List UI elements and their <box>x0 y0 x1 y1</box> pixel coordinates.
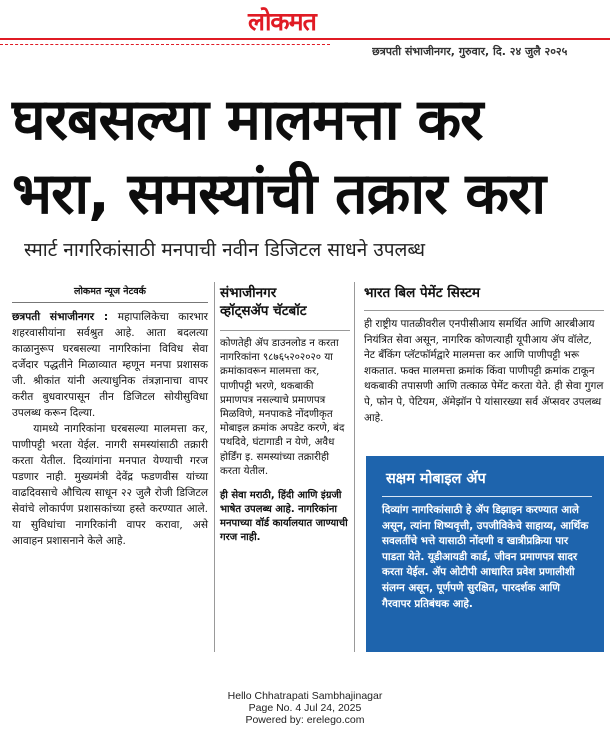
saksham-box-body: दिव्यांग नागरिकांसाठी हे ॲप डिझाइन करण्यात आले असून, त्यांना शिष्यवृत्ती, उपजीविकेचे साहाय्य, आर्थिक सवलतींचे भत्ते यासाठी नोंदणी व खात्रीप्रक्रिया पार पाडता येते. यूडीआयडी कार्ड, जीवन प्रमाणपत्र सादर करता येईल. ॲप ओटीपी आधारित प्रवेश प्रणालीशी संलग्न असून, पूर्णपणे सुरक्षित, पारदर्शक आणि गैरवापर प्रतिबंधक आहे. <box>382 504 589 610</box>
column-divider-2 <box>354 282 355 652</box>
masthead-red-rule <box>0 38 610 40</box>
bbps-body: ही राष्ट्रीय पातळीवरील एनपीसीआय समर्थित आणि आरबीआय नियंत्रित सेवा असून, नागरिक कोणत्याही यूपीआय ॲप वॉलेट, नेट बँकिंग प्लॅटफॉर्मद्वारे मालमत्ता कर आणि पाणीपट्टी भरू शकतात. फक्त मालमत्ता क्रमांक किंवा पाणीपट्टी क्रमांक टाकून थकबाकी तपासणी आणि तत्काळ पेमेंट करता येते. ही सेवा गुगल पे, फोन पे, पेटियम, ॲमेझॉन पे यांसारख्या सर्व ॲप्सवर उपलब्ध आहे. <box>364 318 604 424</box>
byline: लोकमत न्यूज नेटवर्क <box>12 280 208 303</box>
saksham-app-box <box>366 456 604 652</box>
main-article-para-1 <box>12 309 208 421</box>
main-article-para-1-text: महापालिकेचा कारभार शहरवासीयांना सर्वश्रुत आहे. आता बदलत्या काळानुरूप घरबसल्या नागरिकांना विविध सेवा दर्जेदार पद्धतीने मिळाव्यात म्हणून मनपा प्रशासक जी. श्रीकांत यांनी अत्याधुनिक तंत्रज्ञानाचा वापर करीत बुधवारपासून तीन डिजिटल सोयीसुविधा उपलब्ध करून दिल्या. <box>12 311 208 419</box>
whatsapp-body: कोणतेही ॲप डाउनलोड न करता नागरिकांना ९८७६५२०२०२० या क्रमांकावरून मालमत्ता कर, पाणीपट्टी भरणे, थकबाकी प्रमाणपत्र नसल्याचे प्रमाणपत्र मिळविणे, मनपाकडे नोंदणीकृत मोबाइल क्रमांक अपडेट करणे, बंद पथदिवे, घंटागाडी न येणे, अवैध होर्डिंग इ. समस्यांच्या तक्रारीही करता येतील. <box>220 338 345 477</box>
saksham-box-title: सक्षम मोबाइल ॲप <box>382 468 592 497</box>
masthead <box>0 0 610 70</box>
bbps-kicker-rule <box>364 310 604 311</box>
whatsapp-note: ही सेवा मराठी, हिंदी आणि इंग्रजी भाषेत उपलब्ध आहे. नागरिकांना मनपाच्या वॉर्ड कार्यालयात जाण्याची गरज नाही. <box>220 490 348 544</box>
whatsapp-kicker-line-1: संभाजीनगर <box>220 285 277 301</box>
headline-line-1: घरबसल्या मालमत्ता कर <box>12 87 483 153</box>
footer-page-date: Page No. 4 Jul 24, 2025 <box>248 702 362 714</box>
whatsapp-kicker-rule <box>220 330 350 331</box>
subheadline: स्मार्ट नागरिकांसाठी मनपाची नवीन डिजिटल साधने उपलब्ध <box>24 239 426 261</box>
main-article-body <box>12 309 208 549</box>
footer-edition: Hello Chhatrapati Sambhajinagar <box>227 690 383 702</box>
main-article-column <box>12 280 208 549</box>
bbps-column <box>364 284 604 426</box>
whatsapp-kicker-line-2: व्हॉट्सॲप चॅटबॉट <box>220 303 307 319</box>
main-article-para-2: यामध्ये नागरिकांना घरबसल्या मालमत्ता कर, पाणीपट्टी भरता येईल. नागरी समस्यांसाठी तक्रारी करता येतील. दिव्यांगांना मनपात येण्याची गरज पडणार नाही. मुख्यमंत्री देवेंद्र फडणवीस यांच्या वाढदिवसाचे औचित्य साधून २२ जुलै रोजी डिजिटल सेवांचे लोकार्पण प्रशासकांच्या हस्ते करण्यात आले. या सुविधांचा नागरिकांनी वापर करावा, असे आवाहन प्रशासनाने केले आहे. <box>12 423 208 547</box>
column-divider-1 <box>214 282 215 652</box>
whatsapp-chatbot-column <box>220 284 350 545</box>
article-dateline: छत्रपती संभाजीनगर : <box>12 311 109 323</box>
footer-powered-by: Powered by: erelego.com <box>245 714 365 726</box>
lokmat-logo: लोकमत <box>248 7 316 36</box>
headline-line-2: भरा, समस्यांची तक्रार करा <box>12 161 546 227</box>
bbps-kicker: भारत बिल पेमेंट सिस्टम <box>364 285 480 301</box>
page-footer <box>0 690 610 726</box>
edition-dateline: छत्रपती संभाजीनगर, गुरुवार, दि. २४ जुलै २०२५ <box>372 45 568 58</box>
masthead-dashed-rule <box>0 44 330 45</box>
